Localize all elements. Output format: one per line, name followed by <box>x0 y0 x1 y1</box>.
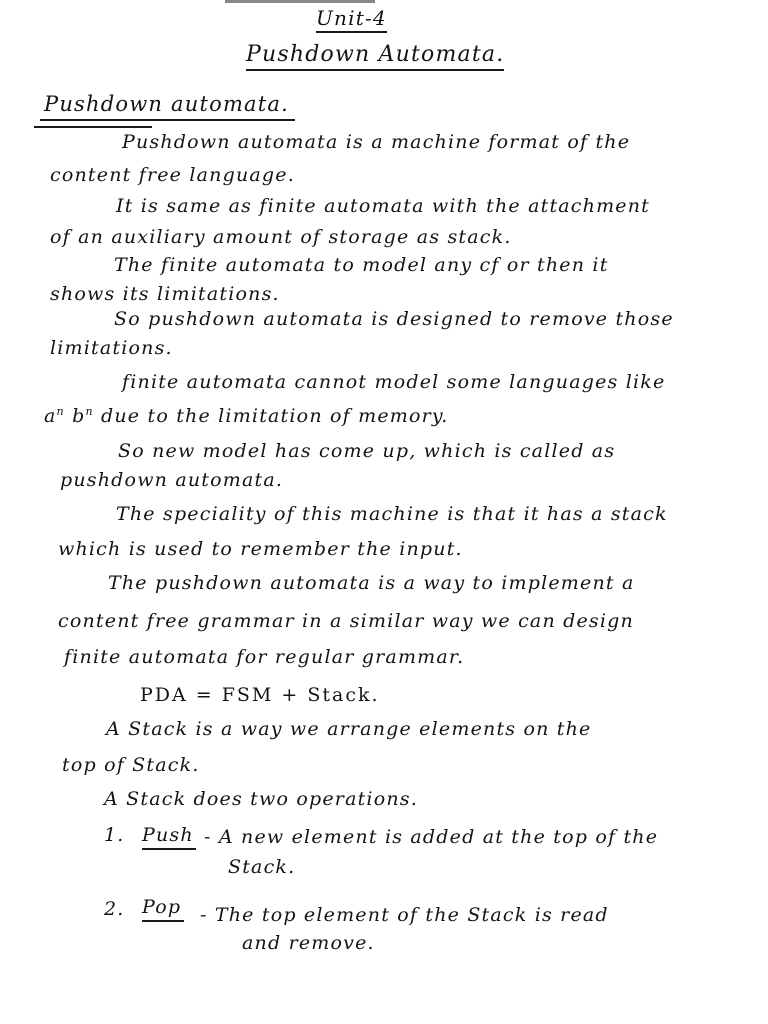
text-line-5: The finite automata to model any cf or then it <box>114 254 609 276</box>
operation-2-name: Pop <box>142 896 182 918</box>
text-line-3: It is same as finite automata with the attachment <box>116 195 651 217</box>
anbn-expression: $a^n$ $b^n$ <box>44 405 94 427</box>
section-heading: Pushdown automata. <box>44 92 290 116</box>
operation-2-underline <box>142 920 184 922</box>
text-line-15: The pushdown automata is a way to implement a <box>108 572 635 594</box>
scan-edge-mark <box>225 0 375 3</box>
text-line-6: shows its limitations. <box>50 283 280 305</box>
heading-underline-1 <box>40 119 295 121</box>
operation-2-text: - The top element of the Stack is read <box>200 904 609 926</box>
pda-equation: PDA = FSM + Stack. <box>140 684 380 706</box>
operation-1-text: - A new element is added at the top of the <box>204 826 659 848</box>
text-line-10-rest: due to the limitation of memory. <box>101 405 449 427</box>
operation-2-text-2: and remove. <box>242 932 375 954</box>
text-line-1: Pushdown automata is a machine format of the <box>122 131 631 153</box>
text-line-20: top of Stack. <box>62 754 200 776</box>
text-line-4: of an auxiliary amount of storage as stack. <box>50 226 512 248</box>
text-line-9: finite automata cannot model some languages like <box>122 371 666 393</box>
text-line-8: limitations. <box>50 337 173 359</box>
text-line-17: finite automata for regular grammar. <box>64 646 465 668</box>
operation-1-underline <box>142 848 196 850</box>
text-line-16: content free grammar in a similar way we can design <box>58 610 634 632</box>
text-line-7: So pushdown automata is designed to remove those <box>114 308 674 330</box>
text-line-21: A Stack does two operations. <box>104 788 418 810</box>
text-line-14: which is used to remember the input. <box>58 538 463 560</box>
unit-heading: Unit-4 <box>316 8 387 33</box>
heading-underline-2 <box>34 126 152 128</box>
text-line-12: pushdown automata. <box>60 469 284 491</box>
page-title: Pushdown Automata. <box>246 44 504 71</box>
text-line-11: So new model has come up, which is called as <box>118 440 616 462</box>
text-line-2: content free language. <box>50 164 295 186</box>
operation-1-number: 1. <box>104 824 125 846</box>
text-line-19: A Stack is a way we arrange elements on the <box>106 718 592 740</box>
text-line-10 <box>44 406 449 426</box>
text-line-13: The speciality of this machine is that it has a stack <box>116 503 668 525</box>
operation-2-number: 2. <box>104 898 125 920</box>
operation-1-name: Push <box>142 824 194 846</box>
operation-1-text-2: Stack. <box>228 856 296 878</box>
